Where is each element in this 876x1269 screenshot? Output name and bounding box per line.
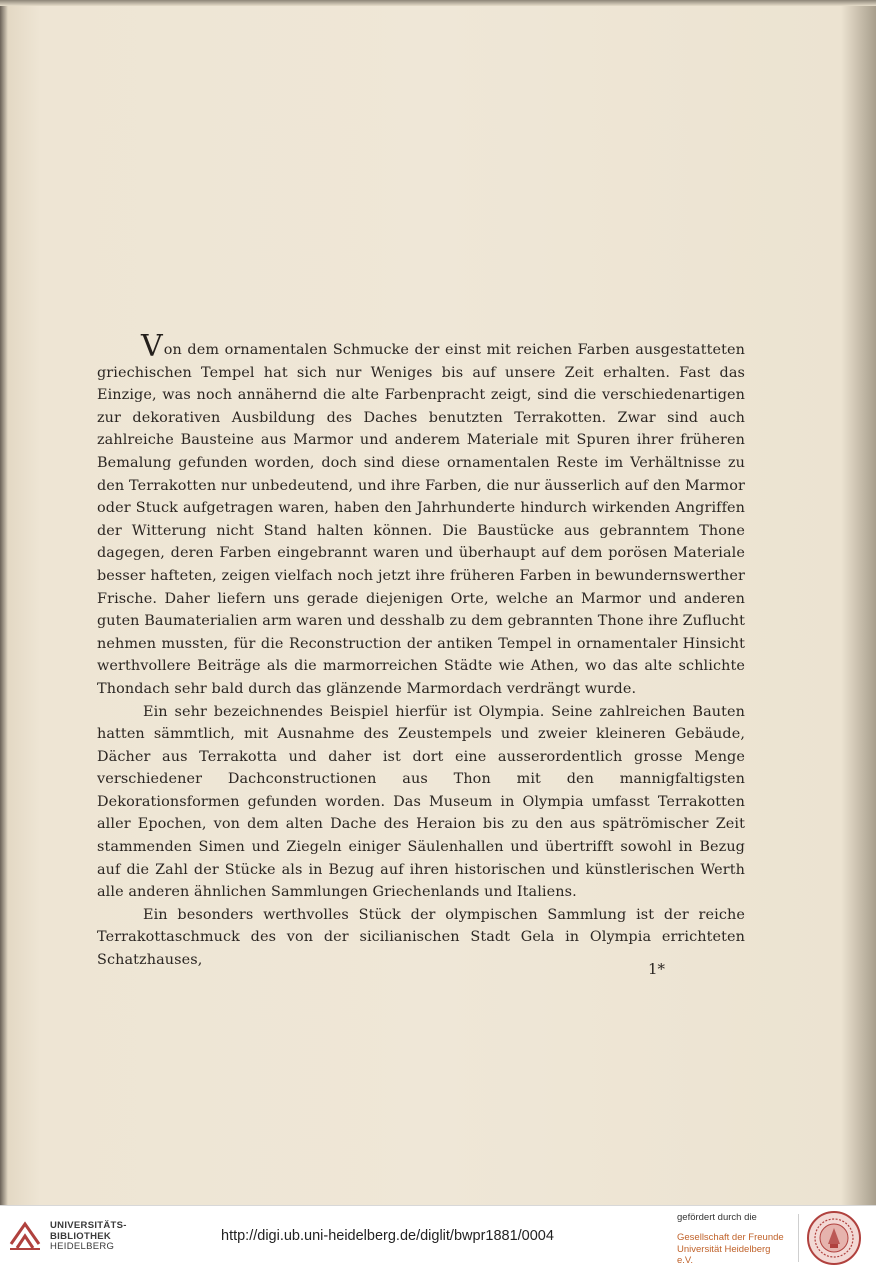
sponsor-label: gefördert durch die bbox=[677, 1212, 757, 1223]
signature-mark: 1* bbox=[648, 960, 666, 978]
footer-divider bbox=[798, 1214, 799, 1262]
body-text bbox=[97, 329, 745, 972]
drop-cap: V bbox=[141, 329, 163, 364]
footer-bar bbox=[0, 1205, 876, 1269]
paragraph-1-text: on dem ornamentalen Schmucke der einst mit reichen Farben ausgestatteten griechischen Tempel hat sich nur Weniges bis auf unsere Zeit erhalten. Fast das Einzige, was noch annähernd die alte Farbenpracht zeigt, sind die verschiedenartigen zur dekorativen Ausbildung des Daches benutzten Terrakotten. Zwar sind auch zahlreiche Bausteine aus Marmor und anderem Materiale mit Spuren ihrer früheren Bemalung gefunden worden, doch sind diese ornamentalen Reste im Verhältnisse zu den Terrakotten nur unbedeutend, und ihre Farben, die nur äusserlich auf den Marmor oder Stuck aufgetragen waren, haben den Jahrhunderte hindurch wirkenden Angriffen der Witterung nicht Stand halten können. Die Baustücke aus gebranntem Thone dagegen, deren Farben eingebrannt waren und überhaupt auf dem porösen Materiale besser hafteten, zeigen vielfach noch jetzt ihre früheren Farben in bewundernswerther Frische. Daher liefern uns gerade diejenigen Orte, welche an Marmor und anderen guten Baumaterialien arm waren und desshalb zu dem gebrannten Thone ihre Zuflucht nehmen mussten, für die Reconstruction der antiken Tempel in ornamentaler Hinsicht werthvollere Beiträge als die marmorreichen Städte wie Athen, wo das alte schlichte Thondach sehr bald durch das glänzende Marmordach verdrängt wurde. bbox=[97, 342, 745, 697]
library-name bbox=[50, 1221, 127, 1253]
university-library-logo-icon bbox=[8, 1218, 42, 1252]
paragraph-2: Ein sehr bezeichnendes Beispiel hierfür ist Olympia. Seine zahlreichen Bauten hatten sämmtlich, mit Ausnahme des Zeustempels und zweier kleineren Gebäude, Dächer aus Terrakotta und daher ist dort eine ausserordentlich grosse Menge verschiedener Dachconstructionen aus Thon mit den mannigfaltigsten Dekorationsformen gefunden worden. Das Museum in Olympia umfasst Terrakotten aller Epochen, von dem alten Dache des Heraion bis zu den aus spätrömischer Zeit stammenden Simen und Ziegeln einiger Säulenhallen und übertrifft sowohl in Bezug auf die Zahl der Stücke als in Bezug auf ihren historischen und künstlerischen Werth alle anderen ähnlichen Sammlungen Griechenlands und Italiens. bbox=[97, 703, 745, 901]
sponsor-line2: Universität Heidelberg e.V. bbox=[677, 1243, 771, 1266]
paragraph-1 bbox=[97, 329, 745, 701]
sponsor-block bbox=[677, 1212, 789, 1267]
paragraph-3: Ein besonders werthvolles Stück der olympischen Sammlung ist der reiche Terrakottaschmuck des von der sicilianischen Stadt Gela in Olympia errichteten Schatzhauses, bbox=[97, 906, 745, 969]
library-name-line3: HEIDELBERG bbox=[50, 1241, 115, 1252]
library-name-line2: BIBLIOTHEK bbox=[50, 1230, 112, 1242]
university-seal-icon bbox=[806, 1210, 862, 1266]
sponsor-line1: Gesellschaft der Freunde bbox=[677, 1232, 784, 1243]
library-name-line1: UNIVERSITÄTS- bbox=[50, 1220, 127, 1231]
page-edge bbox=[0, 0, 876, 6]
permalink-url[interactable]: http://digi.ub.uni-heidelberg.de/diglit/bwpr1881/0004 bbox=[221, 1228, 554, 1244]
